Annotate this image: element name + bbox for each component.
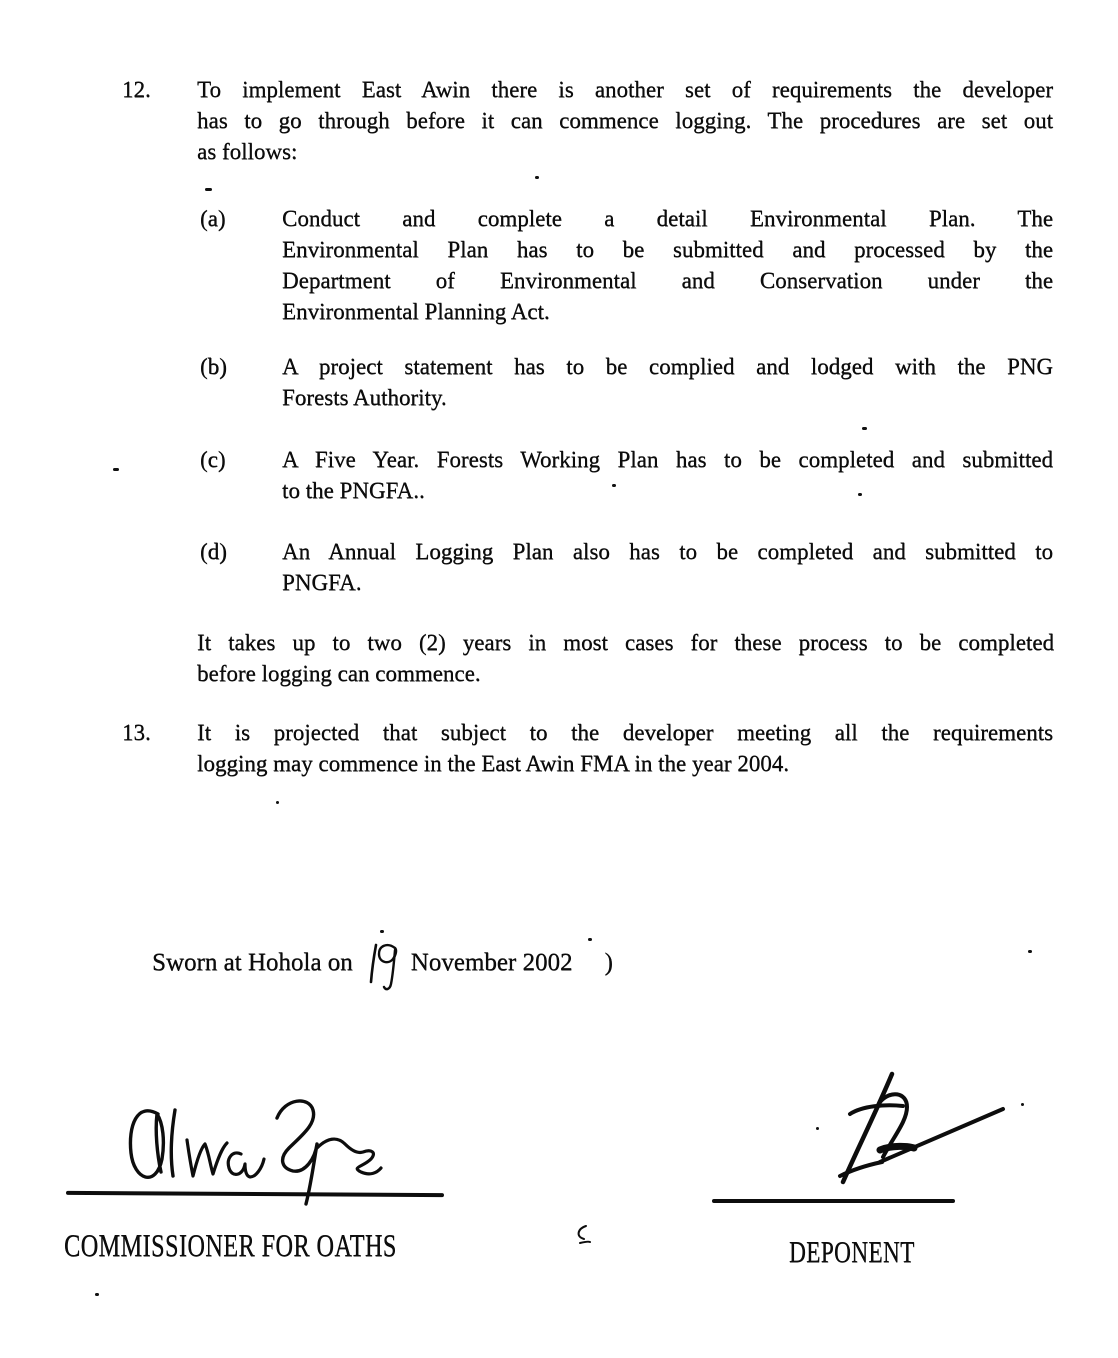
paragraph-13-text: It is projected that subject to the developer meeting all the requirements logging may commence in the East Awin FMA in the year 2004. [197,720,1053,776]
deponent-label: DEPONENT [789,1234,915,1269]
scan-artifact-dot [862,427,867,430]
scan-artifact-dot [380,930,384,933]
scan-artifact-dot [95,1293,99,1296]
sub-item-b [200,351,1053,413]
sub-item-d-letter: (d) [200,539,227,564]
sub-item-b-text: A project statement has to be complied and lodged with the PNG Forests Authority. [282,354,1053,410]
scan-artifact-dot [816,1127,819,1130]
paragraph-12-number: 12. [122,77,151,102]
item-12-closing-paragraph: It takes up to two (2) years in most cases for these process to be completed before logging can commence. [197,630,1054,686]
jurat-bracket: ) [604,949,613,976]
paragraph-12 [122,74,1053,167]
deponent-signature-line [712,1199,955,1203]
scan-artifact-dot [1021,1103,1024,1106]
scan-artifact-dot [1028,950,1032,953]
sub-item-d [200,536,1053,598]
scan-artifact-dot [588,938,592,941]
commissioner-label: COMMISSIONER FOR OATHS [64,1227,397,1263]
deponent-signature [830,1064,1015,1189]
sub-item-c [200,444,1053,506]
sub-item-a-text: Conduct and complete a detail Environmental Plan. The Environmental Plan has to be submitted and processed by the Department of Environmental and Conservation under the Environmental Planning Act. [282,206,1053,324]
ink-smudge-mark [572,1222,592,1248]
sub-item-d-text: An Annual Logging Plan also has to be completed and submitted to PNGFA. [282,539,1053,595]
sworn-clause-prefix: Sworn at Hohola on [152,949,353,976]
scan-artifact-dot [535,176,539,179]
handwritten-day-19 [365,940,401,992]
sworn-clause [152,946,613,992]
paragraph-13-number: 13. [122,720,151,745]
sub-item-b-letter: (b) [200,354,227,379]
sub-item-c-text: A Five Year. Forests Working Plan has to be completed and submitted to the PNGFA.. [282,447,1053,503]
scan-artifact-dot [205,188,212,191]
paragraph-12-text: To implement East Awin there is another set of requirements the developer has to go through before it can commence logging. The procedures are set out as follows: [197,77,1053,164]
sworn-clause-date: November 2002 [410,949,573,976]
sub-item-c-letter: (c) [200,447,226,472]
sub-item-a-letter: (a) [200,206,226,231]
scan-artifact-dot [612,484,616,487]
paragraph-13 [122,717,1053,779]
scan-artifact-dot [113,468,119,471]
scan-artifact-dot [858,493,862,496]
sub-item-a [200,203,1053,327]
scan-artifact-dot [276,801,279,804]
